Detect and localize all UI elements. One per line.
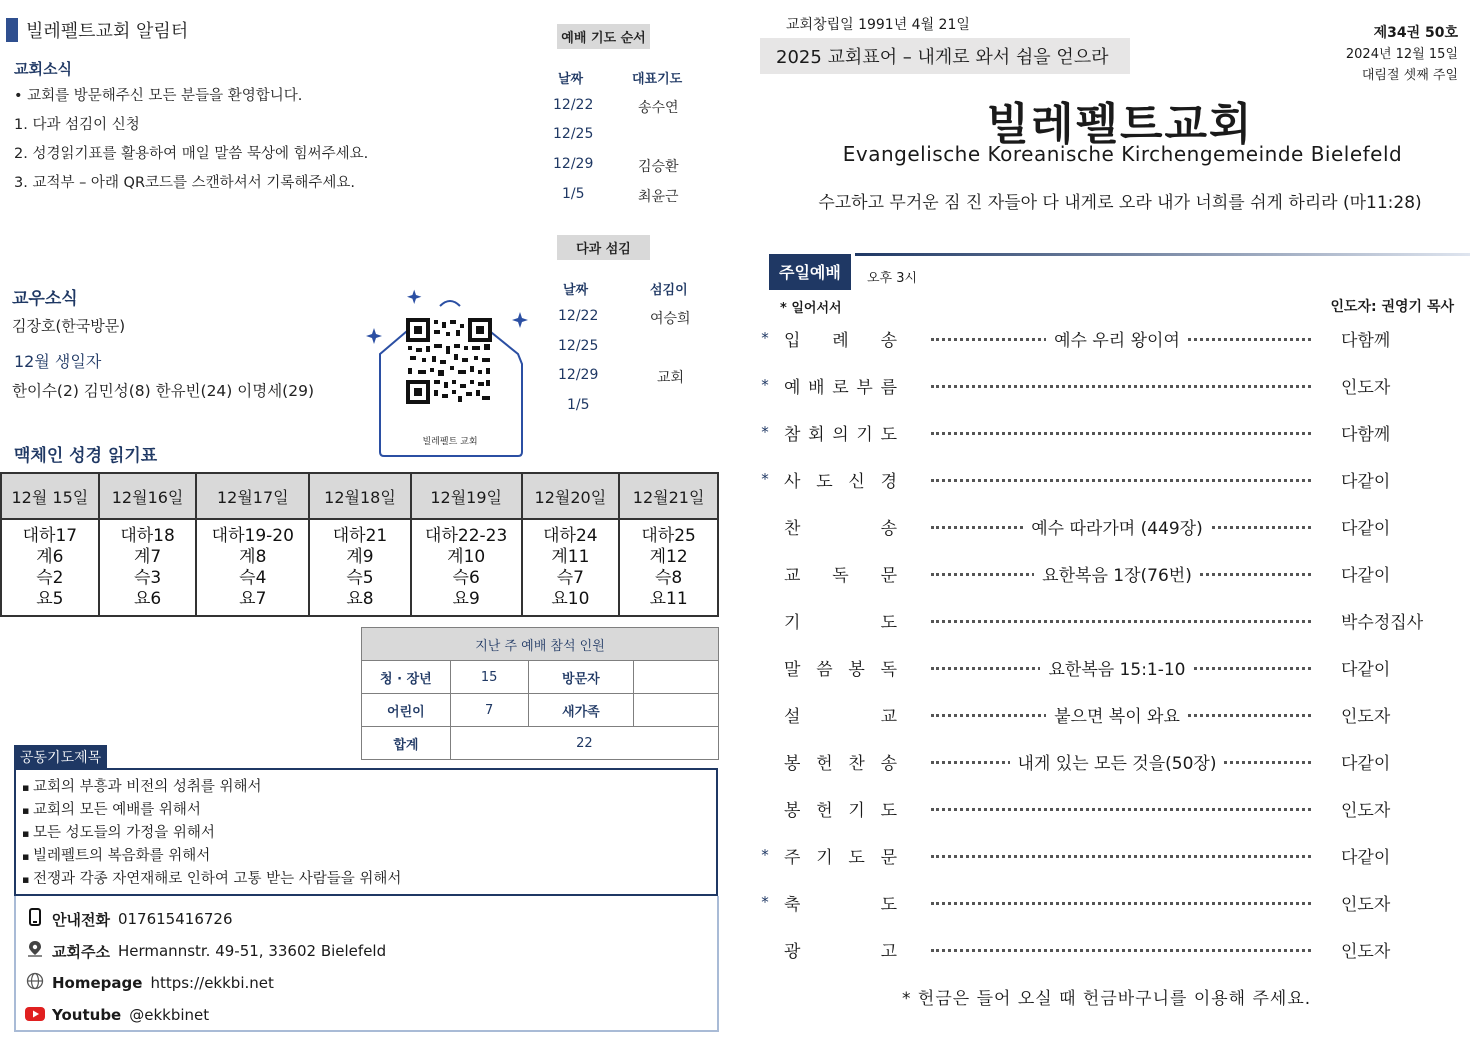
prayer-topic-item: ▪ 교회의 부흥과 비전의 성취를 위해서 bbox=[22, 776, 710, 799]
worship-item-char: 회 bbox=[808, 424, 825, 445]
worship-item-char: 말 bbox=[784, 659, 801, 680]
worship-item-detail bbox=[917, 558, 1317, 588]
service-tag: 주일예배 bbox=[769, 254, 851, 290]
worship-item-text: 예수 우리 왕이여 bbox=[1046, 326, 1188, 351]
phone-label: 안내전화 bbox=[52, 910, 110, 929]
worship-item-char: 배 bbox=[808, 377, 825, 398]
stand-marker: * bbox=[761, 846, 769, 864]
worship-item-name bbox=[784, 843, 897, 868]
stand-note: * 일어서서 bbox=[780, 301, 842, 316]
prayer-schedule-date: 12/22 bbox=[553, 97, 594, 113]
prayer-schedule-name-header: 대표기도 bbox=[632, 72, 683, 87]
reading-cell: 대하25 계12 슥8 요11 bbox=[619, 519, 718, 616]
worship-item-char: 례 bbox=[832, 330, 849, 351]
worship-order-row bbox=[750, 652, 1470, 682]
worship-order-row bbox=[750, 793, 1470, 823]
liturgical-season: 대림절 셋째 주일 bbox=[1361, 68, 1458, 83]
prayer-schedule-date-header: 날짜 bbox=[558, 72, 584, 87]
worship-item-name bbox=[784, 373, 897, 398]
location-pin-icon bbox=[24, 940, 46, 962]
worship-item-char: 로 bbox=[832, 377, 849, 398]
worship-item-char: 의 bbox=[832, 424, 849, 445]
contact-box bbox=[14, 896, 719, 1032]
prayer-schedule-name: 최윤근 bbox=[638, 189, 679, 205]
attendance-table bbox=[361, 627, 719, 760]
reading-date-header: 12월20일 bbox=[522, 473, 620, 519]
bulletin-board-label: 빌레펠트교회 알림터 bbox=[26, 21, 189, 42]
worship-item-char: 기 bbox=[816, 847, 833, 868]
homepage-link[interactable]: https://ekkbi.net bbox=[150, 974, 274, 992]
worship-item-char: 도 bbox=[880, 800, 897, 821]
worship-order-row bbox=[750, 417, 1470, 447]
sparkle-arc-icon bbox=[440, 301, 460, 306]
stand-marker: * bbox=[761, 376, 769, 394]
worship-order-row bbox=[750, 934, 1470, 964]
worship-item-name bbox=[784, 655, 897, 680]
worship-item-name bbox=[784, 608, 897, 633]
worship-item-detail bbox=[917, 652, 1317, 682]
phone-row bbox=[24, 903, 717, 935]
total-count: 22 bbox=[450, 727, 718, 760]
attendance-title: 지난 주 예배 참석 인원 bbox=[362, 628, 719, 661]
worship-item-name bbox=[784, 796, 897, 821]
worship-item-char: 사 bbox=[784, 471, 801, 492]
worship-item-leader: 다같이 bbox=[1341, 471, 1391, 492]
worship-item-name bbox=[784, 561, 897, 586]
member-news-line: 김장호(한국방문) bbox=[12, 317, 126, 335]
worship-order-row bbox=[750, 605, 1470, 635]
worship-order-row bbox=[750, 699, 1470, 729]
worship-item-detail bbox=[917, 934, 1317, 964]
prayer-topic-item: ▪ 모든 성도들의 가정을 위해서 bbox=[22, 822, 710, 845]
worship-item-char: 헌 bbox=[816, 800, 833, 821]
worship-item-char: 씀 bbox=[816, 659, 833, 680]
bulletin-board-title bbox=[6, 18, 188, 42]
reading-passage-row bbox=[1, 519, 718, 616]
worship-item-text: 요한복음 1장(76번) bbox=[1034, 561, 1200, 586]
volume-number: 제34권 50호 bbox=[1373, 25, 1458, 41]
birthday-title: 12월 생일자 bbox=[14, 352, 102, 371]
leader-dots bbox=[931, 620, 1311, 623]
service-time: 오후 3시 bbox=[867, 271, 918, 286]
reading-date-header: 12월16일 bbox=[99, 473, 197, 519]
snack-schedule-name: 여승희 bbox=[650, 311, 691, 327]
reading-cell: 대하17 계6 슥2 요5 bbox=[1, 519, 99, 616]
worship-item-char: 기 bbox=[856, 424, 873, 445]
reading-date-header: 12월19일 bbox=[411, 473, 522, 519]
worship-item-name bbox=[784, 749, 897, 774]
worship-item-char: 도 bbox=[880, 894, 897, 915]
worship-item-leader: 다함께 bbox=[1341, 424, 1391, 445]
phone-icon bbox=[24, 908, 46, 930]
worship-item-char: 헌 bbox=[816, 753, 833, 774]
worship-item-leader: 인도자 bbox=[1341, 941, 1391, 962]
reading-cell: 대하18 계7 슥3 요6 bbox=[99, 519, 197, 616]
worship-item-detail bbox=[917, 370, 1317, 400]
leader-dots bbox=[931, 949, 1311, 952]
new-family-label: 새가족 bbox=[528, 694, 634, 727]
leader-dots bbox=[931, 479, 1311, 482]
worship-item-detail bbox=[917, 746, 1317, 776]
address-label: 교회주소 bbox=[52, 942, 110, 961]
worship-item-leader: 인도자 bbox=[1341, 800, 1391, 821]
worship-item-leader: 다같이 bbox=[1341, 518, 1391, 539]
worship-item-leader: 다같이 bbox=[1341, 565, 1391, 586]
worship-item-leader: 인도자 bbox=[1341, 894, 1391, 915]
worship-item-detail bbox=[917, 840, 1317, 870]
worship-item-detail bbox=[917, 511, 1317, 541]
bulletin-date: 2024년 12월 15일 bbox=[1345, 47, 1458, 62]
worship-item-leader: 인도자 bbox=[1341, 377, 1391, 398]
reading-cell: 대하19-20 계8 슥4 요7 bbox=[196, 519, 309, 616]
worship-order-row bbox=[750, 840, 1470, 870]
worship-item-char: 주 bbox=[784, 847, 801, 868]
worship-order-row bbox=[750, 370, 1470, 400]
leader-dots bbox=[931, 385, 1311, 388]
reading-cell: 대하24 계11 슥7 요10 bbox=[522, 519, 620, 616]
address-row bbox=[24, 935, 717, 967]
service-divider bbox=[855, 253, 1470, 256]
worship-order-row bbox=[750, 558, 1470, 588]
worship-order-row bbox=[750, 746, 1470, 776]
stand-marker: * bbox=[761, 329, 769, 347]
worship-item-char: 부 bbox=[856, 377, 873, 398]
worship-item-char: 독 bbox=[832, 565, 849, 586]
worship-item-leader: 박수정집사 bbox=[1341, 612, 1424, 633]
worship-order-row bbox=[750, 887, 1470, 917]
youtube-row bbox=[24, 999, 717, 1031]
worship-item-name bbox=[784, 467, 897, 492]
snack-schedule-name-header: 섬김이 bbox=[650, 283, 688, 298]
worship-item-char: 문 bbox=[880, 565, 897, 586]
prayer-topics-tag: 공동기도제목 bbox=[14, 745, 107, 769]
leader-dots bbox=[931, 808, 1311, 811]
offering-footnote: * 헌금은 들어 오실 때 헌금바구니를 이용해 주세요. bbox=[902, 989, 1312, 1009]
worship-item-char: 도 bbox=[816, 471, 833, 492]
worship-item-leader: 다함께 bbox=[1341, 330, 1391, 351]
worship-item-char: 찬 bbox=[848, 753, 865, 774]
youtube-icon bbox=[24, 1006, 46, 1025]
worship-item-char: 도 bbox=[848, 847, 865, 868]
worship-item-name bbox=[784, 514, 897, 539]
prayer-schedule-date: 12/29 bbox=[553, 156, 594, 172]
worship-item-detail bbox=[917, 699, 1317, 729]
service-leader: 인도자: 권영기 목사 bbox=[1330, 299, 1454, 315]
reading-plan-table bbox=[0, 472, 719, 617]
news-item: 1. 다과 섬김이 신청 bbox=[14, 117, 140, 133]
worship-item-char: 송 bbox=[880, 518, 897, 539]
worship-item-char: 문 bbox=[880, 847, 897, 868]
worship-item-text: 붙으면 복이 와요 bbox=[1046, 702, 1188, 727]
leader-dots bbox=[931, 432, 1311, 435]
worship-item-char: 입 bbox=[784, 330, 801, 351]
reading-date-header: 12월 15일 bbox=[1, 473, 99, 519]
worship-order-row bbox=[750, 323, 1470, 353]
worship-item-char: 광 bbox=[784, 941, 801, 962]
prayer-schedule-tag: 예배 기도 순서 bbox=[557, 24, 650, 49]
worship-item-detail bbox=[917, 323, 1317, 353]
prayer-schedule-name: 송수연 bbox=[638, 100, 679, 116]
scripture-verse: 수고하고 무거운 짐 진 자들아 다 내게로 오라 내가 너희를 쉬게 하리라 (마11:28) bbox=[818, 193, 1422, 213]
visitor-label: 방문자 bbox=[528, 661, 634, 694]
news-item: 2. 성경읽기표를 활용하여 매일 말씀 묵상에 힘써주세요. bbox=[14, 146, 369, 162]
prayer-schedule-date: 12/25 bbox=[553, 126, 594, 142]
worship-item-char: 경 bbox=[880, 471, 897, 492]
snack-schedule-date: 1/5 bbox=[567, 397, 590, 413]
worship-item-char: 봉 bbox=[848, 659, 865, 680]
prayer-topic-item: ▪ 전쟁과 각종 자연재해로 인하여 고통 받는 사람들을 위해서 bbox=[22, 868, 710, 891]
worship-item-leader: 다같이 bbox=[1341, 847, 1391, 868]
prayer-schedule-name: 김승환 bbox=[638, 159, 679, 175]
worship-item-detail bbox=[917, 464, 1317, 494]
worship-item-char: 름 bbox=[880, 377, 897, 398]
worship-item-detail bbox=[917, 605, 1317, 635]
worship-item-char: 신 bbox=[848, 471, 865, 492]
homepage-row bbox=[24, 967, 717, 999]
prayer-schedule-date: 1/5 bbox=[562, 186, 585, 202]
birthday-line: 한이수(2) 김민성(8) 한유빈(24) 이명세(29) bbox=[12, 382, 315, 400]
address-value: Hermannstr. 49-51, 33602 Bielefeld bbox=[117, 942, 387, 960]
worship-item-leader: 다같이 bbox=[1341, 753, 1391, 774]
visitor-count bbox=[634, 661, 719, 694]
worship-item-char: 봉 bbox=[784, 800, 801, 821]
worship-item-char: 교 bbox=[784, 565, 801, 586]
worship-item-char: 설 bbox=[784, 706, 801, 727]
worship-item-char: 교 bbox=[880, 706, 897, 727]
reading-header-row bbox=[1, 473, 718, 519]
worship-item-detail bbox=[917, 887, 1317, 917]
kids-label: 어린이 bbox=[362, 694, 451, 727]
news-item: 3. 교적부 – 아래 QR코드를 스캔하셔서 기록해주세요. bbox=[14, 175, 355, 191]
church-motto: 2025 교회표어 – 내게로 와서 쉼을 얻으라 bbox=[760, 38, 1130, 74]
youth-label: 청 · 장년 bbox=[362, 661, 451, 694]
worship-item-char: 참 bbox=[784, 424, 801, 445]
news-item: • 교회를 방문해주신 모든 분들을 환영합니다. bbox=[14, 88, 303, 104]
leader-dots bbox=[931, 855, 1311, 858]
worship-item-char: 예 bbox=[784, 377, 801, 398]
new-family-count bbox=[634, 694, 719, 727]
snack-schedule-date-header: 날짜 bbox=[563, 283, 589, 298]
worship-item-char: 도 bbox=[880, 424, 897, 445]
snack-schedule-name: 교회 bbox=[657, 370, 685, 386]
qr-card[interactable] bbox=[362, 284, 534, 460]
homepage-label: Homepage bbox=[52, 974, 143, 992]
worship-order-row bbox=[750, 511, 1470, 541]
kids-count: 7 bbox=[450, 694, 528, 727]
founding-date: 교회창립일 1991년 4월 21일 bbox=[786, 17, 970, 33]
worship-item-char: 봉 bbox=[784, 753, 801, 774]
worship-item-name bbox=[784, 890, 897, 915]
worship-item-name bbox=[784, 420, 897, 445]
reading-cell: 대하22-23 계10 슥6 요9 bbox=[411, 519, 522, 616]
stand-marker: * bbox=[761, 423, 769, 441]
globe-icon bbox=[24, 972, 46, 994]
worship-item-name bbox=[784, 326, 897, 351]
snack-schedule-tag: 다과 섬김 bbox=[557, 235, 650, 260]
church-news-title: 교회소식 bbox=[14, 60, 72, 78]
worship-item-char: 기 bbox=[848, 800, 865, 821]
reading-date-header: 12월21일 bbox=[619, 473, 718, 519]
worship-item-name bbox=[784, 937, 897, 962]
worship-item-char: 독 bbox=[880, 659, 897, 680]
prayer-topics-box bbox=[14, 768, 718, 896]
title-accent-bar bbox=[6, 18, 18, 42]
snack-schedule-date: 12/22 bbox=[558, 308, 599, 324]
worship-order-row bbox=[750, 464, 1470, 494]
qr-caption: 빌레펠트 교회 bbox=[422, 437, 478, 447]
worship-item-leader: 다같이 bbox=[1341, 659, 1391, 680]
worship-item-text: 요한복음 15:1-10 bbox=[1040, 655, 1193, 680]
worship-item-name bbox=[784, 702, 897, 727]
worship-item-char: 도 bbox=[880, 612, 897, 633]
worship-item-leader: 인도자 bbox=[1341, 706, 1391, 727]
church-name-english: Evangelische Koreanische Kirchengemeinde Bielefeld bbox=[842, 142, 1403, 166]
worship-item-char: 축 bbox=[784, 894, 801, 915]
total-label: 합계 bbox=[362, 727, 451, 760]
worship-item-detail bbox=[917, 417, 1317, 447]
reading-date-header: 12월18일 bbox=[309, 473, 411, 519]
worship-item-char: 기 bbox=[784, 612, 801, 633]
worship-item-char: 찬 bbox=[784, 518, 801, 539]
snack-schedule-date: 12/25 bbox=[558, 338, 599, 354]
worship-item-char: 송 bbox=[880, 330, 897, 351]
worship-item-detail bbox=[917, 793, 1317, 823]
member-news-title: 교우소식 bbox=[12, 289, 78, 309]
prayer-topic-item: ▪ 교회의 모든 예배를 위해서 bbox=[22, 799, 710, 822]
worship-item-char: 고 bbox=[880, 941, 897, 962]
stand-marker: * bbox=[761, 893, 769, 911]
youtube-label: Youtube bbox=[52, 1006, 122, 1024]
qr-code-icon bbox=[406, 318, 492, 404]
church-name-title: 빌레펠트교회 bbox=[986, 99, 1254, 150]
worship-item-char: 송 bbox=[880, 753, 897, 774]
stand-marker: * bbox=[761, 470, 769, 488]
leader-dots bbox=[931, 902, 1311, 905]
prayer-topic-item: ▪ 빌레펠트의 복음화를 위해서 bbox=[22, 845, 710, 868]
phone-number[interactable]: 017615416726 bbox=[117, 910, 233, 928]
reading-date-header: 12월17일 bbox=[196, 473, 309, 519]
youth-count: 15 bbox=[450, 661, 528, 694]
youtube-handle[interactable]: @ekkbinet bbox=[129, 1006, 210, 1024]
snack-schedule-date: 12/29 bbox=[558, 367, 599, 383]
reading-plan-title: 맥체인 성경 읽기표 bbox=[14, 446, 158, 466]
reading-cell: 대하21 계9 슥5 요8 bbox=[309, 519, 411, 616]
worship-item-text: 내게 있는 모든 것을(50장) bbox=[1010, 749, 1225, 774]
worship-item-text: 예수 따라가며 (449장) bbox=[1023, 514, 1210, 539]
